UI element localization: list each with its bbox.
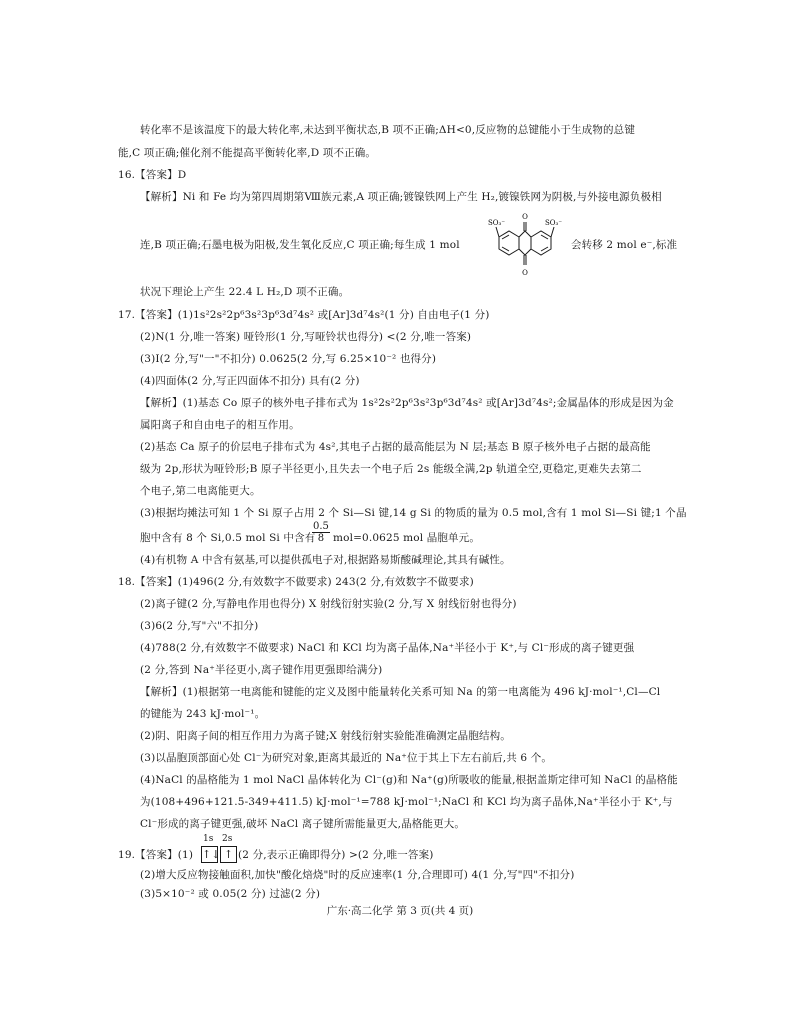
fraction-denominator: 8 bbox=[317, 533, 325, 544]
text-line: (2)N(1 分,唯一答案) 哑铃形(1 分,写哑铃状也得分) <(2 分,唯一答案) bbox=[140, 331, 472, 343]
text-line: (4)788(2 分,有效数字不做要求) NaCl 和 KCl 均为离子晶体,Na⁺半径小于 K⁺,与 Cl⁻形成的离子键更强 bbox=[140, 642, 635, 654]
text-line: (4)NaCl 的晶格能为 1 mol NaCl 晶体转化为 Cl⁻(g)和 Na⁺(g)所吸收的能量,根据盖斯定律可知 NaCl 的晶格能 bbox=[140, 774, 678, 786]
text-line: (2)阴、阳离子间的相互作用力为离子键;X 射线衍射实验能准确测定晶胞结构。 bbox=[140, 730, 511, 742]
text-line: 的键能为 243 kJ·mol⁻¹。 bbox=[140, 708, 266, 720]
text-line: (3)根据均摊法可知 1 个 Si 原子占用 2 个 Si—Si 键,14 g Si 的物质的量为 0.5 mol,含有 1 mol Si—Si 键;1 个晶 bbox=[140, 507, 687, 519]
text-line: 17.【答案】(1)1s²2s²2p⁶3s²3p⁶3d⁷4s² 或[Ar]3d⁷4s²(1 分) 自由电子(1 分) bbox=[118, 309, 490, 321]
text-line: (3)以晶胞顶部面心处 Cl⁻为研究对象,距离其最近的 Na⁺位于其上下左右前后,共 6 个。 bbox=[140, 752, 553, 764]
fraction-numerator: 0.5 bbox=[313, 521, 329, 532]
sulfonate-right: SO₃⁻ bbox=[545, 219, 563, 227]
text-line: 会转移 2 mol e⁻,标准 bbox=[571, 239, 678, 251]
text-line: 胞中含有 8 个 Si,0.5 mol Si 中含有 bbox=[140, 532, 316, 544]
text-line: 能,C 项正确;催化剂不能提高平衡转化率,D 项不正确。 bbox=[118, 147, 377, 159]
text-line: 19.【答案】(1) bbox=[118, 849, 194, 861]
text-line: (3)5×10⁻² 或 0.05(2 分) 过滤(2 分) bbox=[140, 888, 321, 900]
text-line: 【解析】(1)根据第一电离能和键能的定义及图中能量转化关系可知 Na 的第一电离能为 496 kJ·mol⁻¹,Cl—Cl bbox=[140, 686, 661, 698]
text-line: 级为 2p,形状为哑铃形;B 原子半径更小,且失去一个电子后 2s 能级全满,2p 轨道全空,更稳定,更难失去第二 bbox=[140, 463, 642, 475]
text-line: (4)有机物 A 中含有氨基,可以提供孤电子对,根据路易斯酸碱理论,其具有碱性。 bbox=[140, 554, 511, 566]
text-line: 为(108+496+121.5-349+411.5) kJ·mol⁻¹=788 kJ·mol⁻¹;NaCl 和 KCl 均为离子晶体,Na⁺半径小于 K⁺,与 bbox=[140, 796, 673, 808]
text-line: 连,B 项正确;石墨电极为阳极,发生氧化反应,C 项正确;每生成 1 mol bbox=[140, 239, 460, 251]
text-line: (3)Ⅰ(2 分,写"一"不扣分) 0.0625(2 分,写 6.25×10⁻² 也得分) bbox=[140, 353, 437, 365]
text-line: 16.【答案】D bbox=[118, 169, 187, 181]
carbonyl-o-top: O bbox=[522, 213, 528, 221]
text-line: (4)四面体(2 分,写正四面体不扣分) 具有(2 分) bbox=[140, 375, 360, 387]
text-line: 转化率不是该温度下的最大转化率,未达到平衡状态,B 项不正确;ΔH<0,反应物的总键能小于生成物的总键 bbox=[140, 124, 635, 136]
fraction-0.5-over-8 bbox=[312, 521, 330, 544]
page-footer: 广东·高二化学 第 3 页(共 4 页) bbox=[326, 905, 474, 917]
text-line: 18.【答案】(1)496(2 分,有效数字不做要求) 243(2 分,有效数字不做要求) bbox=[118, 576, 474, 588]
anthraquinone-disulfonate-structure bbox=[487, 209, 563, 283]
text-line: (2)基态 Ca 原子的价层电子排布式为 4s²,其电子占据的最高能层为 N 层;基态 B 原子核外电子占据的最高能 bbox=[140, 441, 651, 453]
orbital-box-1s: ↑↓ bbox=[202, 848, 221, 861]
text-line: (2)增大反应物接触面积,加快"酸化焙烧"时的反应速率(1 分,合理即可) 4(1 分,写"四"不扣分) bbox=[140, 869, 575, 881]
sulfonate-left: SO₃⁻ bbox=[488, 219, 506, 227]
text-line: Cl⁻形成的离子键更强,破坏 NaCl 离子键所需能量更大,晶格能更大。 bbox=[140, 818, 466, 830]
carbonyl-o-bottom: O bbox=[522, 269, 528, 277]
text-line: 个电子,第二电离能更大。 bbox=[140, 485, 261, 497]
orbital-label-1s: 1s bbox=[203, 834, 214, 844]
text-line: 【解析】Ni 和 Fe 均为第四周期第Ⅷ族元素,A 项正确;镀镍铁网上产生 H₂,镀镍铁网为阴极,与外接电源负极相 bbox=[140, 191, 662, 203]
text-line: 状况下理论上产生 22.4 L H₂,D 项不正确。 bbox=[140, 286, 350, 298]
orbital-label-2s: 2s bbox=[222, 834, 233, 844]
text-line: 【解析】(1)基态 Co 原子的核外电子排布式为 1s²2s²2p⁶3s²3p⁶3d⁷4s² 或[Ar]3d⁷4s²;金属晶体的形成是因为金 bbox=[140, 397, 674, 409]
text-line: (2 分,表示正确即得分) >(2 分,唯一答案) bbox=[238, 849, 434, 861]
orbital-box-2s: ↑ bbox=[220, 846, 237, 863]
text-line: (2 分,答到 Na⁺半径更小,离子键作用更强即给满分) bbox=[140, 664, 383, 676]
text-line: (3)6(2 分,写"六"不扣分) bbox=[140, 620, 259, 632]
text-line: (2)离子键(2 分,写静电作用也得分) X 射线衍射实验(2 分,写 X 射线衍射也得分) bbox=[140, 598, 517, 610]
text-line: 属阳离子和自由电子的相互作用。 bbox=[140, 419, 300, 431]
text-line: mol=0.0625 mol 晶胞单元。 bbox=[333, 532, 480, 544]
